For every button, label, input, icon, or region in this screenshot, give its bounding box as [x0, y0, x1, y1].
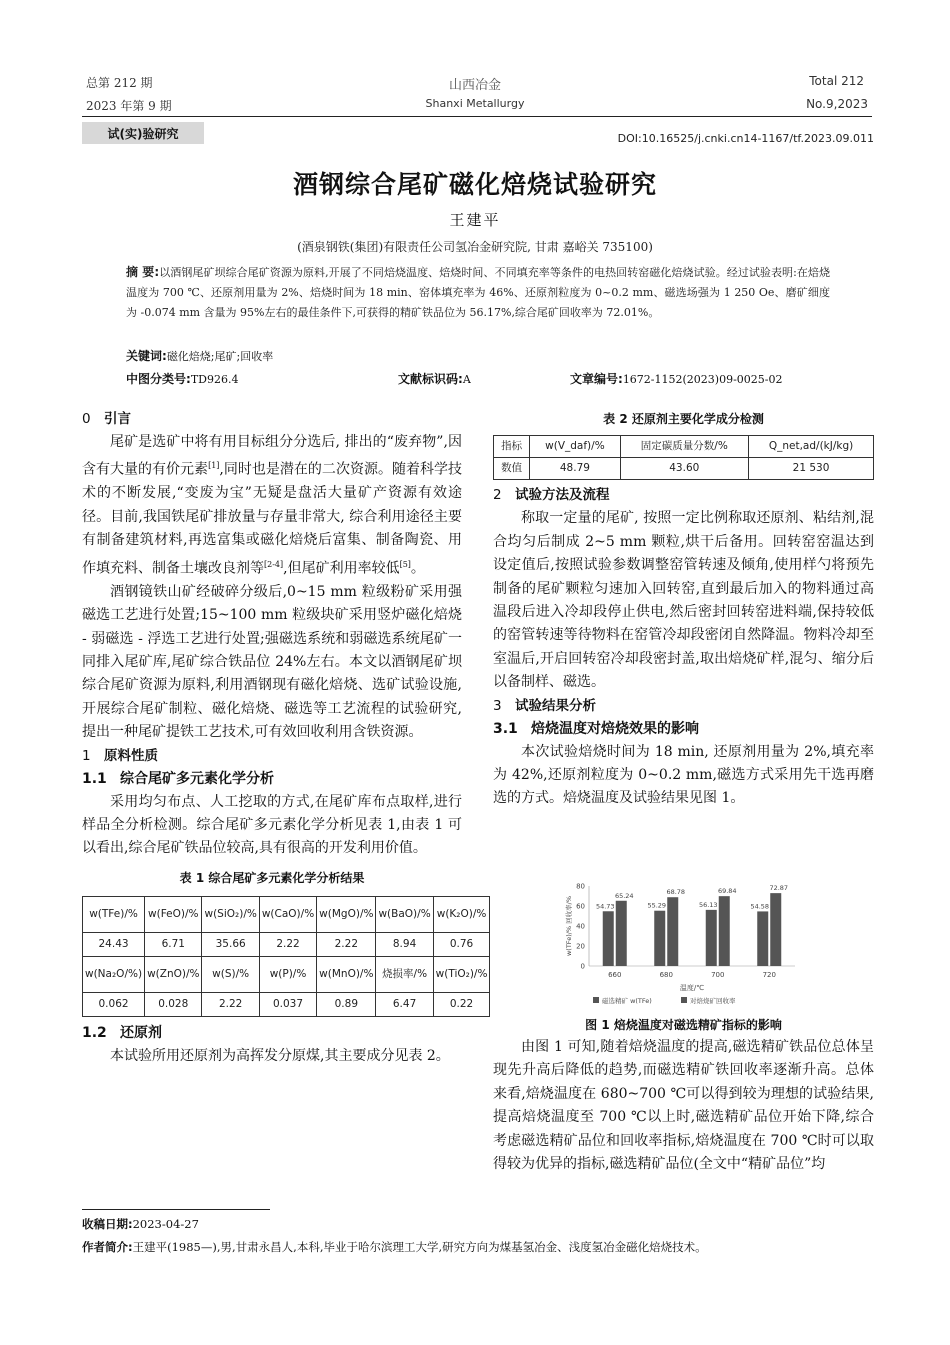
table-2-caption: 表 2 还原剂主要化学成分检测	[603, 412, 764, 426]
y-tick-label: 0	[580, 962, 585, 971]
y-tick-label: 20	[576, 942, 585, 951]
citation: [2-4]	[264, 559, 284, 569]
x-tick-label: 680	[659, 971, 673, 979]
article-number	[570, 370, 783, 387]
x-tick-label: 660	[608, 971, 622, 979]
table-cell: w(ZnO)/%	[145, 957, 202, 993]
table-cell: w(MgO)/%	[317, 897, 376, 933]
table-1-value-row-2	[83, 993, 490, 1017]
table-cell: 0.22	[433, 993, 490, 1017]
table-cell: 指标	[494, 436, 530, 458]
table-cell: w(MnO)/%	[317, 957, 376, 993]
art-label: 文章编号:	[570, 372, 623, 386]
bar-value-label: 54.73	[595, 902, 615, 911]
journal-issue-number: 2023 年第 9 期	[86, 99, 172, 113]
right-column	[493, 408, 874, 811]
section-title: 试验结果分析	[515, 697, 596, 714]
text: 。	[410, 560, 425, 577]
journal-total-en: Total 212	[809, 74, 864, 88]
table-cell: 35.66	[202, 933, 259, 957]
section-number: 0	[82, 411, 91, 427]
bar-recovery	[719, 896, 730, 966]
affiliation: (酒泉钢铁(集团)有限责任公司氢冶金研究院, 甘肃 嘉峪关 735100)	[297, 240, 653, 254]
table-cell: 0.89	[317, 993, 376, 1017]
table-cell: 烧损率/%	[376, 957, 433, 993]
table-cell: 24.43	[83, 933, 145, 957]
table-cell: w(Na₂O/%)	[83, 957, 145, 993]
section-title: 试验方法及流程	[515, 487, 610, 504]
bar-value-label: 54.58	[750, 902, 770, 911]
table-cell: 数值	[494, 458, 530, 480]
table-cell: 固定碳质量分数/%	[620, 436, 749, 458]
section-0-heading	[82, 408, 462, 431]
section-title: 还原剂	[120, 1025, 162, 1042]
legend-swatch-grade	[593, 997, 599, 1003]
bar-recovery	[667, 897, 678, 966]
x-axis-label: 温度/℃	[679, 984, 705, 992]
doi: DOI:10.16525/j.cnki.cn14-1167/tf.2023.09.011	[617, 132, 874, 145]
table-1-header-row-1	[83, 897, 490, 933]
citation: [5]	[399, 559, 411, 569]
section-title: 综合尾矿多元素化学分析	[120, 770, 274, 787]
doc-code	[398, 370, 471, 387]
x-tick-label: 720	[762, 971, 776, 979]
section-number: 1.2	[82, 1025, 107, 1042]
legend-label-grade: 磁选精矿 w(TFe)	[602, 997, 652, 1005]
table-cell: 2.22	[202, 993, 259, 1017]
abstract-label: 摘 要:	[126, 265, 160, 279]
received-value: 2023-04-27	[132, 1217, 199, 1231]
section-title: 原料性质	[104, 747, 158, 764]
section-1-1-heading	[82, 768, 462, 791]
section-2-paragraph: 称取一定量的尾矿, 按照一定比例称取还原剂、粘结剂,混合均匀后制成 2~5 mm 颗粒,烘干后备用。回转窑窑温达到设定值后,按照试验参数调整窑管转速及倾角,使用样勺将预先制备的尾矿颗粒匀速加入回转窑,直到最后加入的物料通过高温段后进入冷却段停止供电,然后密封回转窑进料端,保持较低的窑管转速等待物料在窑管冷却段密闭自然降温。物料冷却至室温后,开启回转窑冷却段密封盖,取出焙烧矿样,混匀、缩分后以备制样、磁选。	[493, 510, 874, 691]
table-cell: 43.60	[620, 458, 749, 480]
journal-issue-total: 总第 212 期	[86, 76, 153, 90]
table-cell: 21 530	[749, 458, 874, 480]
doc-value: A	[462, 373, 471, 386]
paper-title: 酒钢综合尾矿磁化焙烧试验研究	[292, 170, 657, 199]
keywords-text: 磁化焙烧;尾矿;回收率	[166, 350, 274, 363]
table-cell: 6.71	[145, 933, 202, 957]
section-title: 焙烧温度对焙烧效果的影响	[531, 720, 699, 737]
section-number: 3.1	[493, 720, 518, 737]
table-cell: 0.037	[259, 993, 316, 1017]
table-cell: 0.76	[433, 933, 490, 957]
keywords-label: 关键词:	[126, 349, 167, 363]
clc-number	[126, 370, 238, 387]
clc-value: TD926.4	[190, 373, 239, 386]
table-cell: 2.22	[317, 933, 376, 957]
table-cell: w(S)/%	[202, 957, 259, 993]
section-1-2-heading	[82, 1022, 462, 1045]
bar-grade	[603, 911, 614, 966]
text: ,但尾矿利用率较低	[283, 560, 400, 577]
table-cell: w(CaO)/%	[259, 897, 316, 933]
table-2-header-row	[494, 436, 874, 458]
left-column	[82, 408, 488, 1069]
bar-value-label: 65.24	[614, 891, 634, 900]
citation: [1]	[208, 461, 220, 471]
section-3-1-heading	[493, 718, 874, 741]
abstract-text: 以酒钢尾矿坝综合尾矿资源为原料,开展了不同焙烧温度、焙烧时间、不同填充率等条件的电热回转窑磁化焙烧试验。经过试验表明:在焙烧温度为 700 ℃、还原剂用量为 2%、焙烧时间为 18 min、窑体填充率为 46%、还原剂粒度为 0~0.2 mm、磁选场强为 1 250 Oe、磨矿细度为 -0.074 mm 含量为 95%左右的最佳条件下,可获得的精矿铁品位为 56.17%,综合尾矿回收率为 72.01%。	[126, 266, 830, 319]
clc-label: 中图分类号:	[126, 372, 191, 386]
section-2-heading	[493, 484, 874, 507]
table-cell: 2.22	[259, 933, 316, 957]
intro-paragraph-1	[82, 431, 462, 581]
text: 尾矿是选矿中将有用目标组分分选后, 排出的“废弃物”,因含有大量的有价元素	[82, 434, 462, 479]
bar-grade	[757, 911, 768, 966]
section-3-1-paragraph-2: 由图 1 可知,随着焙烧温度的提高,磁选精矿铁品位总体呈现先升高后降低的趋势,而磁选精矿铁回收率逐渐升高。总体来看,焙烧温度在 680~700 ℃可以得到较为理想的试验结果,提高焙烧温度至 700 ℃以上时,磁选精矿品位开始下降,综合考虑磁选精矿品位和回收率指标,焙烧温度在 700 ℃时可以取得较为优异的指标,磁选精矿品位(全文中“精矿品位”均	[493, 1039, 874, 1173]
header-rule	[82, 116, 872, 117]
y-tick-label: 40	[576, 922, 585, 931]
table-cell: 8.94	[376, 933, 433, 957]
text: ,同时也是潜在的二次资源。随着科学技术的不断发展,“变废为宝”无疑是盘活大量矿产资源有效途径。目前,我国铁尾矿排放量与存量非常大, 综合利用途径主要有制备建筑材料,再选富集或磁化焙烧后富集、制备陶瓷、用作填充料、制备土壤改良剂等	[82, 462, 463, 577]
table-2	[493, 435, 874, 480]
author-bio	[82, 1239, 882, 1255]
table-cell: w(SiO₂)/%	[202, 897, 259, 933]
table-1-header-row-2	[83, 957, 490, 993]
journal-name-en: Shanxi Metallurgy	[425, 97, 525, 110]
y-tick-label: 60	[576, 902, 585, 911]
y-tick-label: 80	[576, 882, 585, 891]
legend-label-recovery: 对焙烧矿回收率	[690, 997, 736, 1005]
section-number: 1.1	[82, 770, 107, 787]
bio-label: 作者简介:	[82, 1240, 133, 1254]
table-cell: w(P)/%	[259, 957, 316, 993]
legend-swatch-recovery	[681, 997, 687, 1003]
table-1-caption: 表 1 综合尾矿多元素化学分析结果	[179, 870, 365, 885]
table-cell: w(TFe)/%	[83, 897, 145, 933]
journal-name-cn: 山西冶金	[448, 78, 501, 93]
table-cell: w(BaO)/%	[376, 897, 433, 933]
bar-grade	[706, 910, 717, 966]
section-number: 2	[493, 487, 502, 504]
doc-label: 文献标识码:	[398, 372, 463, 386]
table-cell: 0.028	[145, 993, 202, 1017]
section-3-heading	[493, 695, 874, 718]
table-cell: w(K₂O)/%	[433, 897, 490, 933]
keywords	[126, 347, 273, 364]
intro-paragraph-2: 酒钢镜铁山矿经破碎分级后,0~15 mm 粒级粉矿采用强磁选工艺进行处置;15~100 mm 粒级块矿采用竖炉磁化焙烧 - 弱磁选 - 浮选工艺进行处置;强磁选系统和弱磁选系统尾矿一同排入尾矿库,尾矿综合铁品位 24%左右。本文以酒钢尾矿坝综合尾矿资源为原料,利用酒钢现有磁化焙烧、选矿试验设施,开展综合尾矿制粒、磁化焙烧、磁选等工艺流程的试验研究,提出一种尾矿提铁工艺技术,可有效回收利用含铁资源。	[82, 583, 462, 741]
table-cell: w(TiO₂)/%	[433, 957, 490, 993]
bar-value-label: 55.29	[647, 901, 667, 910]
y-axis-label: w(TFe)/% 回收率/%	[565, 895, 573, 957]
received-label: 收稿日期:	[82, 1217, 133, 1231]
table-cell: 48.79	[530, 458, 620, 480]
section-number: 3	[493, 697, 502, 714]
section-3-1-paragraph: 本次试验焙烧时间为 18 min, 还原剂用量为 2%,填充率为 42%,还原剂粒度为 0~0.2 mm,磁选方式采用先干选再磨选的方式。焙烧温度及试验结果见图 1。	[493, 743, 874, 807]
table-cell: w(FeO)/%	[145, 897, 202, 933]
table-cell: w(V_daf)/%	[530, 436, 620, 458]
table-1-value-row-1	[83, 933, 490, 957]
section-1-2-paragraph: 本试验所用还原剂为高挥发分原煤,其主要成分见表 2。	[110, 1048, 450, 1065]
bar-grade	[654, 911, 665, 966]
bar-value-label: 72.87	[769, 884, 789, 893]
table-cell: 6.47	[376, 993, 433, 1017]
figure-1-chart	[563, 876, 803, 1011]
author: 王建平	[449, 211, 501, 229]
art-value: 1672-1152(2023)09-0025-02	[622, 373, 783, 386]
x-tick-label: 700	[711, 971, 725, 979]
section-tag: 试(实)验研究	[82, 122, 204, 144]
abstract	[126, 262, 830, 323]
bar-value-label: 56.13	[698, 900, 718, 909]
section-1-1-paragraph: 采用均匀布点、人工挖取的方式,在尾矿库布点取样,进行样品全分析检测。综合尾矿多元素化学分析见表 1,由表 1 可以看出,综合尾矿铁品位较高,具有很高的开发利用价值。	[82, 793, 462, 857]
section-1-heading	[82, 745, 462, 768]
bar-recovery	[770, 893, 781, 966]
section-title: 引言	[104, 411, 131, 427]
section-number: 1	[82, 747, 91, 764]
footnote-rule	[82, 1209, 270, 1210]
received-date	[82, 1216, 199, 1232]
bio-text: 王建平(1985—),男,甘肃永昌人,本科,毕业于哈尔滨理工大学,研究方向为煤基氢冶金、浅度氢冶金磁化焙烧技术。	[132, 1240, 707, 1254]
journal-number-en: No.9,2023	[806, 97, 868, 111]
bar-value-label: 68.78	[666, 888, 686, 897]
bar-value-label: 69.84	[717, 887, 737, 896]
table-2-value-row	[494, 458, 874, 480]
figure-1	[563, 876, 803, 1011]
table-cell: 0.062	[83, 993, 145, 1017]
right-column-continued	[493, 1036, 874, 1176]
figure-1-caption: 图 1 焙烧温度对磁选精矿指标的影响	[585, 1018, 782, 1032]
table-cell: Q_net,ad/(kJ/kg)	[749, 436, 874, 458]
table-1	[82, 896, 490, 1017]
bar-recovery	[616, 901, 627, 966]
